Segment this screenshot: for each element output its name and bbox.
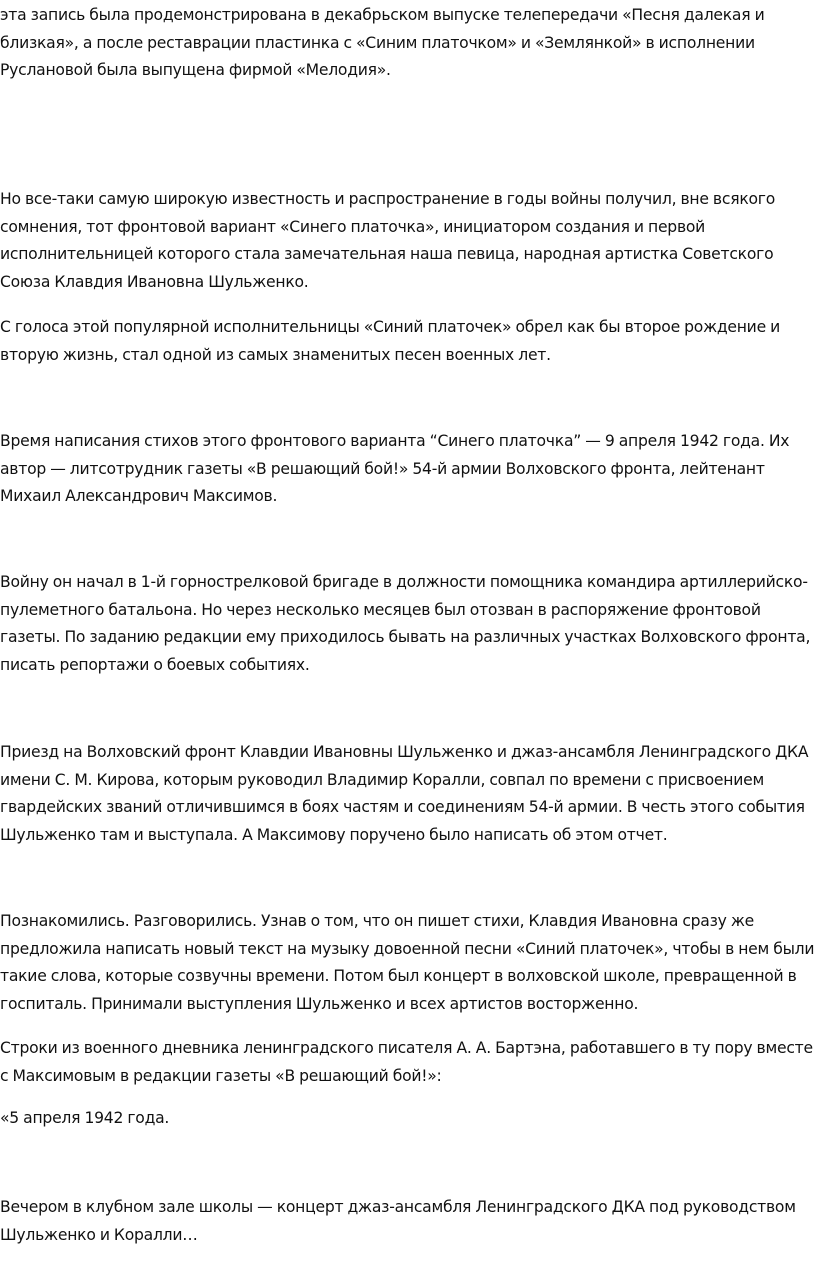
paragraph-10: Вечером в клубном зале школы — концерт джаз-ансамбля Ленинградского ДКА под руководством Шульженко и Коралли… [0, 1198, 796, 1244]
paragraph-5: Войну он начал в 1-й горнострелковой бригаде в должности помощника командира артиллерийско-пулеметного батальона. Но через несколько месяцев был отозван в распоряжение фронтовой газеты. По заданию редакции ему приходилось бывать на различных участках Волховского фронта, писать репортажи о боевых событиях. [0, 573, 811, 674]
paragraph-1: эта запись была продемонстрирована в декабрьском выпуске телепередачи «Песня далекая и близкая», а после реставрации пластинка с «Синим платочком» и «Землянкой» в исполнении Руслановой была выпущена фирмой «Мелодия». [0, 6, 765, 79]
paragraph-8: Строки из военного дневника ленинградского писателя А. А. Бартэна, работавшего в ту пору вместе с Максимовым в редакции газеты «В решающий бой!»: [0, 1039, 813, 1085]
paragraph-9: «5 апреля 1942 года. [0, 1109, 170, 1127]
paragraph-4: Время написания стихов этого фронтового варианта “Синего платочка” — 9 апреля 1942 года. Их автор — литсотрудник газеты «В решающий бой!» 54-й армии Волховского фронта, лейтенант Михаил Александрович Максимов. [0, 432, 790, 505]
paragraph-7: Познакомились. Разговорились. Узнав о том, что он пишет стихи, Клавдия Ивановна сразу же предложила написать новый текст на музыку довоенной песни «Синий платочек», чтобы в нем были такие слова, которые созвучны времени. Потом был концерт в волховской школе, превращенной в госпиталь. Принимали выступления Шульженко и всех артистов восторженно. [0, 912, 815, 1013]
paragraph-3: С голоса этой популярной исполнительницы «Синий платочек» обрел как бы второе рождение и вторую жизнь, стал одной из самых знаменитых песен военных лет. [0, 318, 781, 364]
paragraph-2: Но все-таки самую широкую известность и распространение в годы войны получил, вне всякого сомнения, тот фронтовой вариант «Синего платочка», инициатором создания и первой исполнительницей которого стала замечательная наша певица, народная артистка Советского Союза Клавдия Ивановна Шульженко. [0, 190, 776, 291]
paragraph-6: Приезд на Волховский фронт Клавдии Ивановны Шульженко и джаз-ансамбля Ленинградского ДКА имени С. М. Кирова, которым руководил Владимир Коралли, совпал по времени с присвоением гвардейских званий отличившимся в боях частям и соединениям 54-й армии. В честь этого события Шульженко там и выступала. А Максимову поручено было написать об этом отчет. [0, 743, 809, 844]
